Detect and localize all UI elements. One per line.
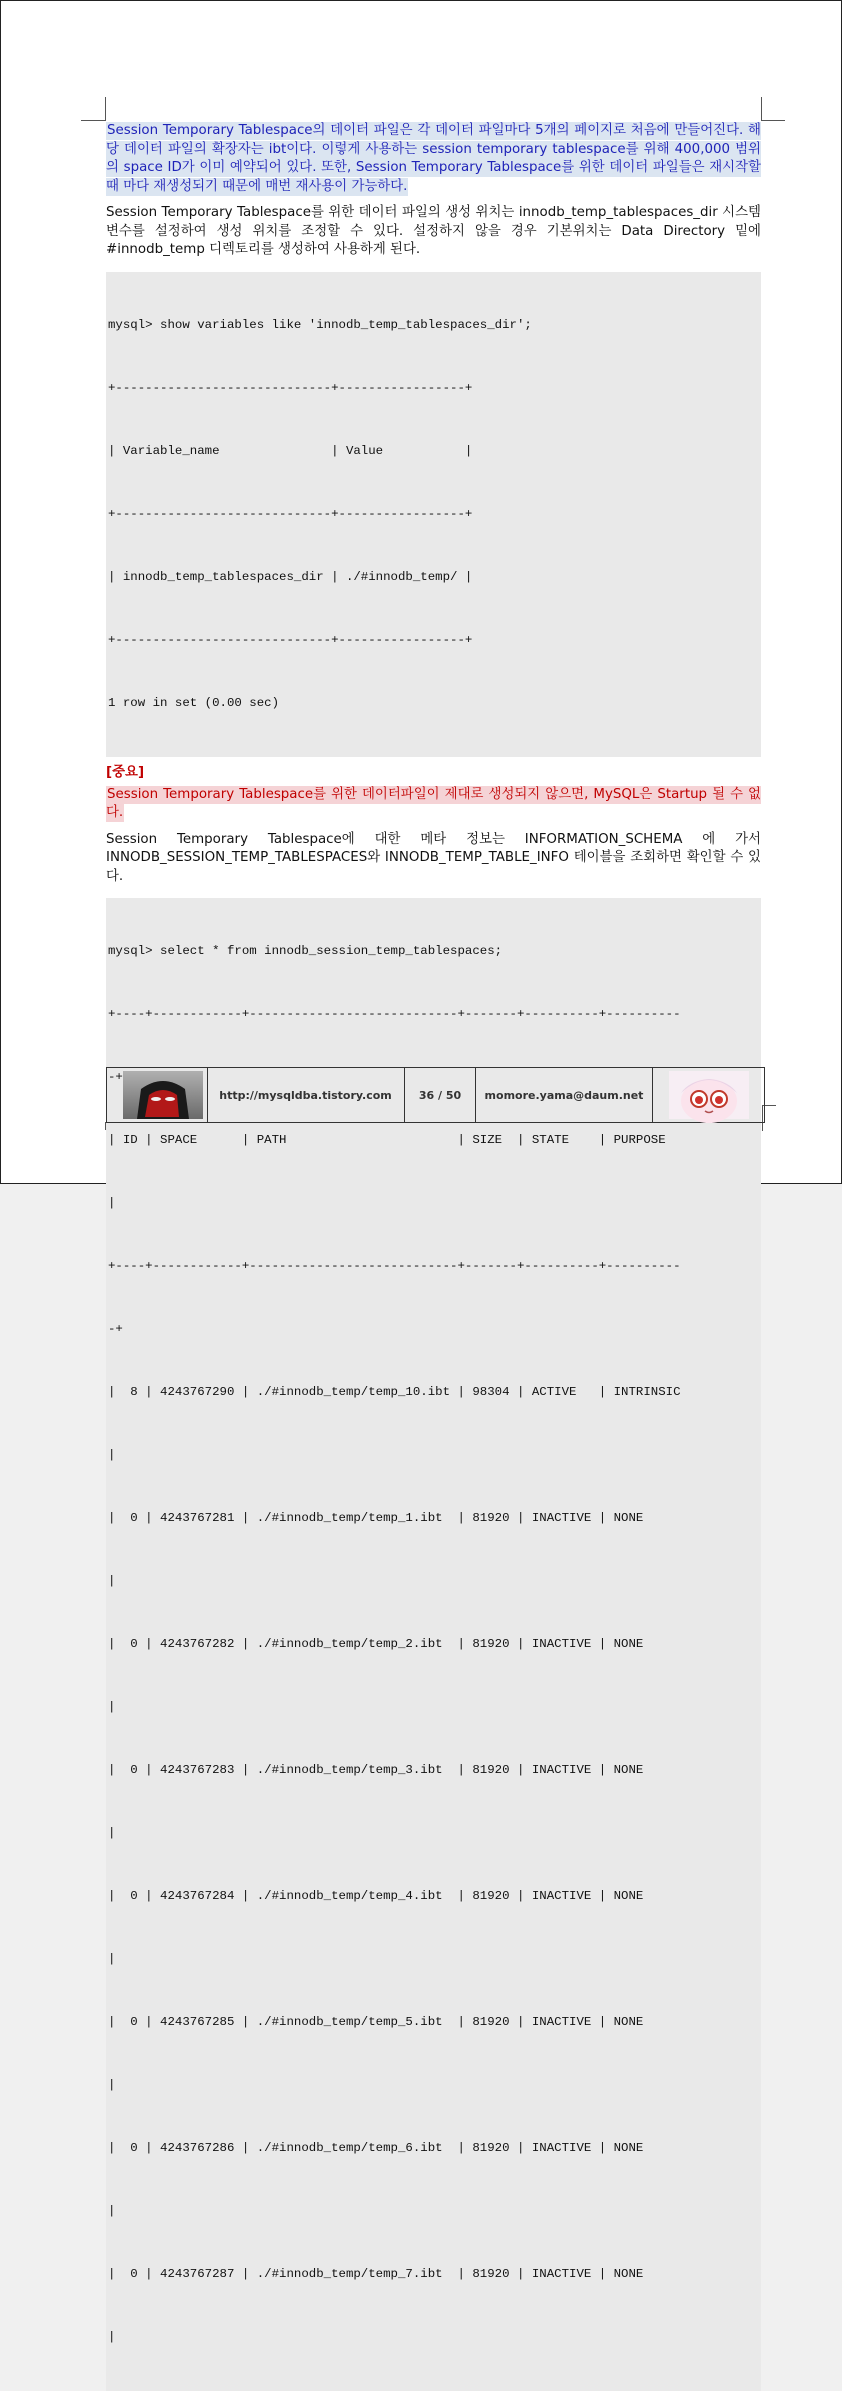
code-line: 1 row in set (0.00 sec) <box>108 695 280 710</box>
footer-page-cell <box>405 1068 476 1122</box>
code-line: | <box>108 1700 116 1714</box>
footer-url-link[interactable]: http://mysqldba.tistory.com <box>219 1088 392 1102</box>
footer-email-cell <box>476 1068 653 1122</box>
code-line: | <box>108 1574 116 1588</box>
code-line: | <box>108 1196 116 1210</box>
code-line: | <box>108 1826 116 1840</box>
code-line: mysql> select * from innodb_session_temp_tablespaces; <box>108 944 503 958</box>
code-line: | 8 | 4243767290 | ./#innodb_temp/temp_10.ibt | 98304 | ACTIVE | INTRINSIC <box>108 1385 681 1399</box>
crop-mark-top-right-h <box>761 120 785 121</box>
paragraph-metadata: Session Temporary Tablespace에 대한 메타 정보는 INFORMATION_SCHEMA 에 가서 INNODB_SESSION_TEMP_TABLESPACES와 INNODB_TEMP_TABLE_INFO 테이블을 조회하면 확인할 수 있다. <box>106 831 761 884</box>
important-label: [중요] <box>106 764 145 780</box>
code-line: | 0 | 4243767283 | ./#innodb_temp/temp_3.ibt | 81920 | INACTIVE | NONE <box>108 1763 644 1777</box>
code-line: +-----------------------------+-----------------+ <box>108 632 473 647</box>
character-cute-avatar-icon <box>669 1071 749 1119</box>
code-line: | Variable_name | Value | <box>108 443 473 458</box>
code-line: +-----------------------------+-----------------+ <box>108 380 473 395</box>
page-footer <box>106 1067 765 1123</box>
code-line: | innodb_temp_tablespaces_dir | ./#innodb_temp/ | <box>108 569 473 584</box>
highlight-red-text: Session Temporary Tablespace를 위한 데이터파일이 제대로 생성되지 않으면, MySQL은 Startup 될 수 없다. <box>106 786 761 820</box>
footer-email: momore.yama@daum.net <box>484 1088 644 1102</box>
code-line: +----+------------+----------------------------+-------+----------+---------- <box>108 1007 681 1021</box>
footer-right-image-cell <box>653 1068 763 1122</box>
code-line: | <box>108 2078 116 2092</box>
page-number: 36 / 50 <box>418 1088 462 1102</box>
crop-mark-top-left-h <box>81 120 106 121</box>
footer-url-cell <box>207 1068 405 1122</box>
code-line: +-----------------------------+-----------------+ <box>108 506 473 521</box>
code-line: -+ <box>108 1322 123 1336</box>
paragraph-warning <box>106 786 761 823</box>
code-line: | 0 | 4243767284 | ./#innodb_temp/temp_4.ibt | 81920 | INACTIVE | NONE <box>108 1889 644 1903</box>
character-dark-avatar-icon <box>123 1071 203 1119</box>
code-line: mysql> show variables like 'innodb_temp_tablespaces_dir'; <box>108 317 532 332</box>
main-content <box>106 122 761 2391</box>
paragraph-location: Session Temporary Tablespace를 위한 데이터 파일의 생성 위치는 innodb_temp_tablespaces_dir 시스템 변수를 설정하여 생성 위치를 조정할 수 있다. 설정하지 않을 경우 기본위치는 Data Directory 밑에 #innodb_temp 디렉토리를 생성하여 사용하게 된다. <box>106 205 761 257</box>
code-line: +----+------------+----------------------------+-------+----------+---------- <box>108 1259 681 1273</box>
code-line: | <box>108 2330 116 2344</box>
code-line: | 0 | 4243767286 | ./#innodb_temp/temp_6.ibt | 81920 | INACTIVE | NONE <box>108 2141 644 2155</box>
code-line: | 0 | 4243767285 | ./#innodb_temp/temp_5.ibt | 81920 | INACTIVE | NONE <box>108 2015 644 2029</box>
crop-mark-top-left-v <box>105 97 106 121</box>
code-line: | <box>108 2204 116 2218</box>
code-line: | 0 | 4243767281 | ./#innodb_temp/temp_1.ibt | 81920 | INACTIVE | NONE <box>108 1511 644 1525</box>
code-line: | 0 | 4243767287 | ./#innodb_temp/temp_7.ibt | 81920 | INACTIVE | NONE <box>108 2267 644 2281</box>
highlight-blue-text: Session Temporary Tablespace의 데이터 파일은 각 데이터 파일마다 5개의 페이지로 처음에 만들어진다. 해당 데이터 파일의 확장자는 ibt이다. 이렇게 사용하는 session temporary tablespace를 위해 400,000 범위의 space ID가 이미 예약되어 있다. 또한, Session Temporary Tablespace를 위한 데이터 파일들은 재시작할때 마다 재생성되기 때문에 매번 재사용이 가능하다. <box>106 123 761 194</box>
paragraph-intro <box>106 122 761 196</box>
code-line: | ID | SPACE | PATH | SIZE | STATE | PURPOSE <box>108 1133 666 1147</box>
code-line: | <box>108 1952 116 1966</box>
code-line: | 0 | 4243767282 | ./#innodb_temp/temp_2.ibt | 81920 | INACTIVE | NONE <box>108 1637 644 1651</box>
code-line: | <box>108 1448 116 1462</box>
code-line: -+ <box>108 1070 123 1084</box>
footer-left-image-cell <box>107 1068 208 1122</box>
crop-mark-top-right-v <box>761 97 762 121</box>
code-block-show-variables <box>106 272 761 757</box>
